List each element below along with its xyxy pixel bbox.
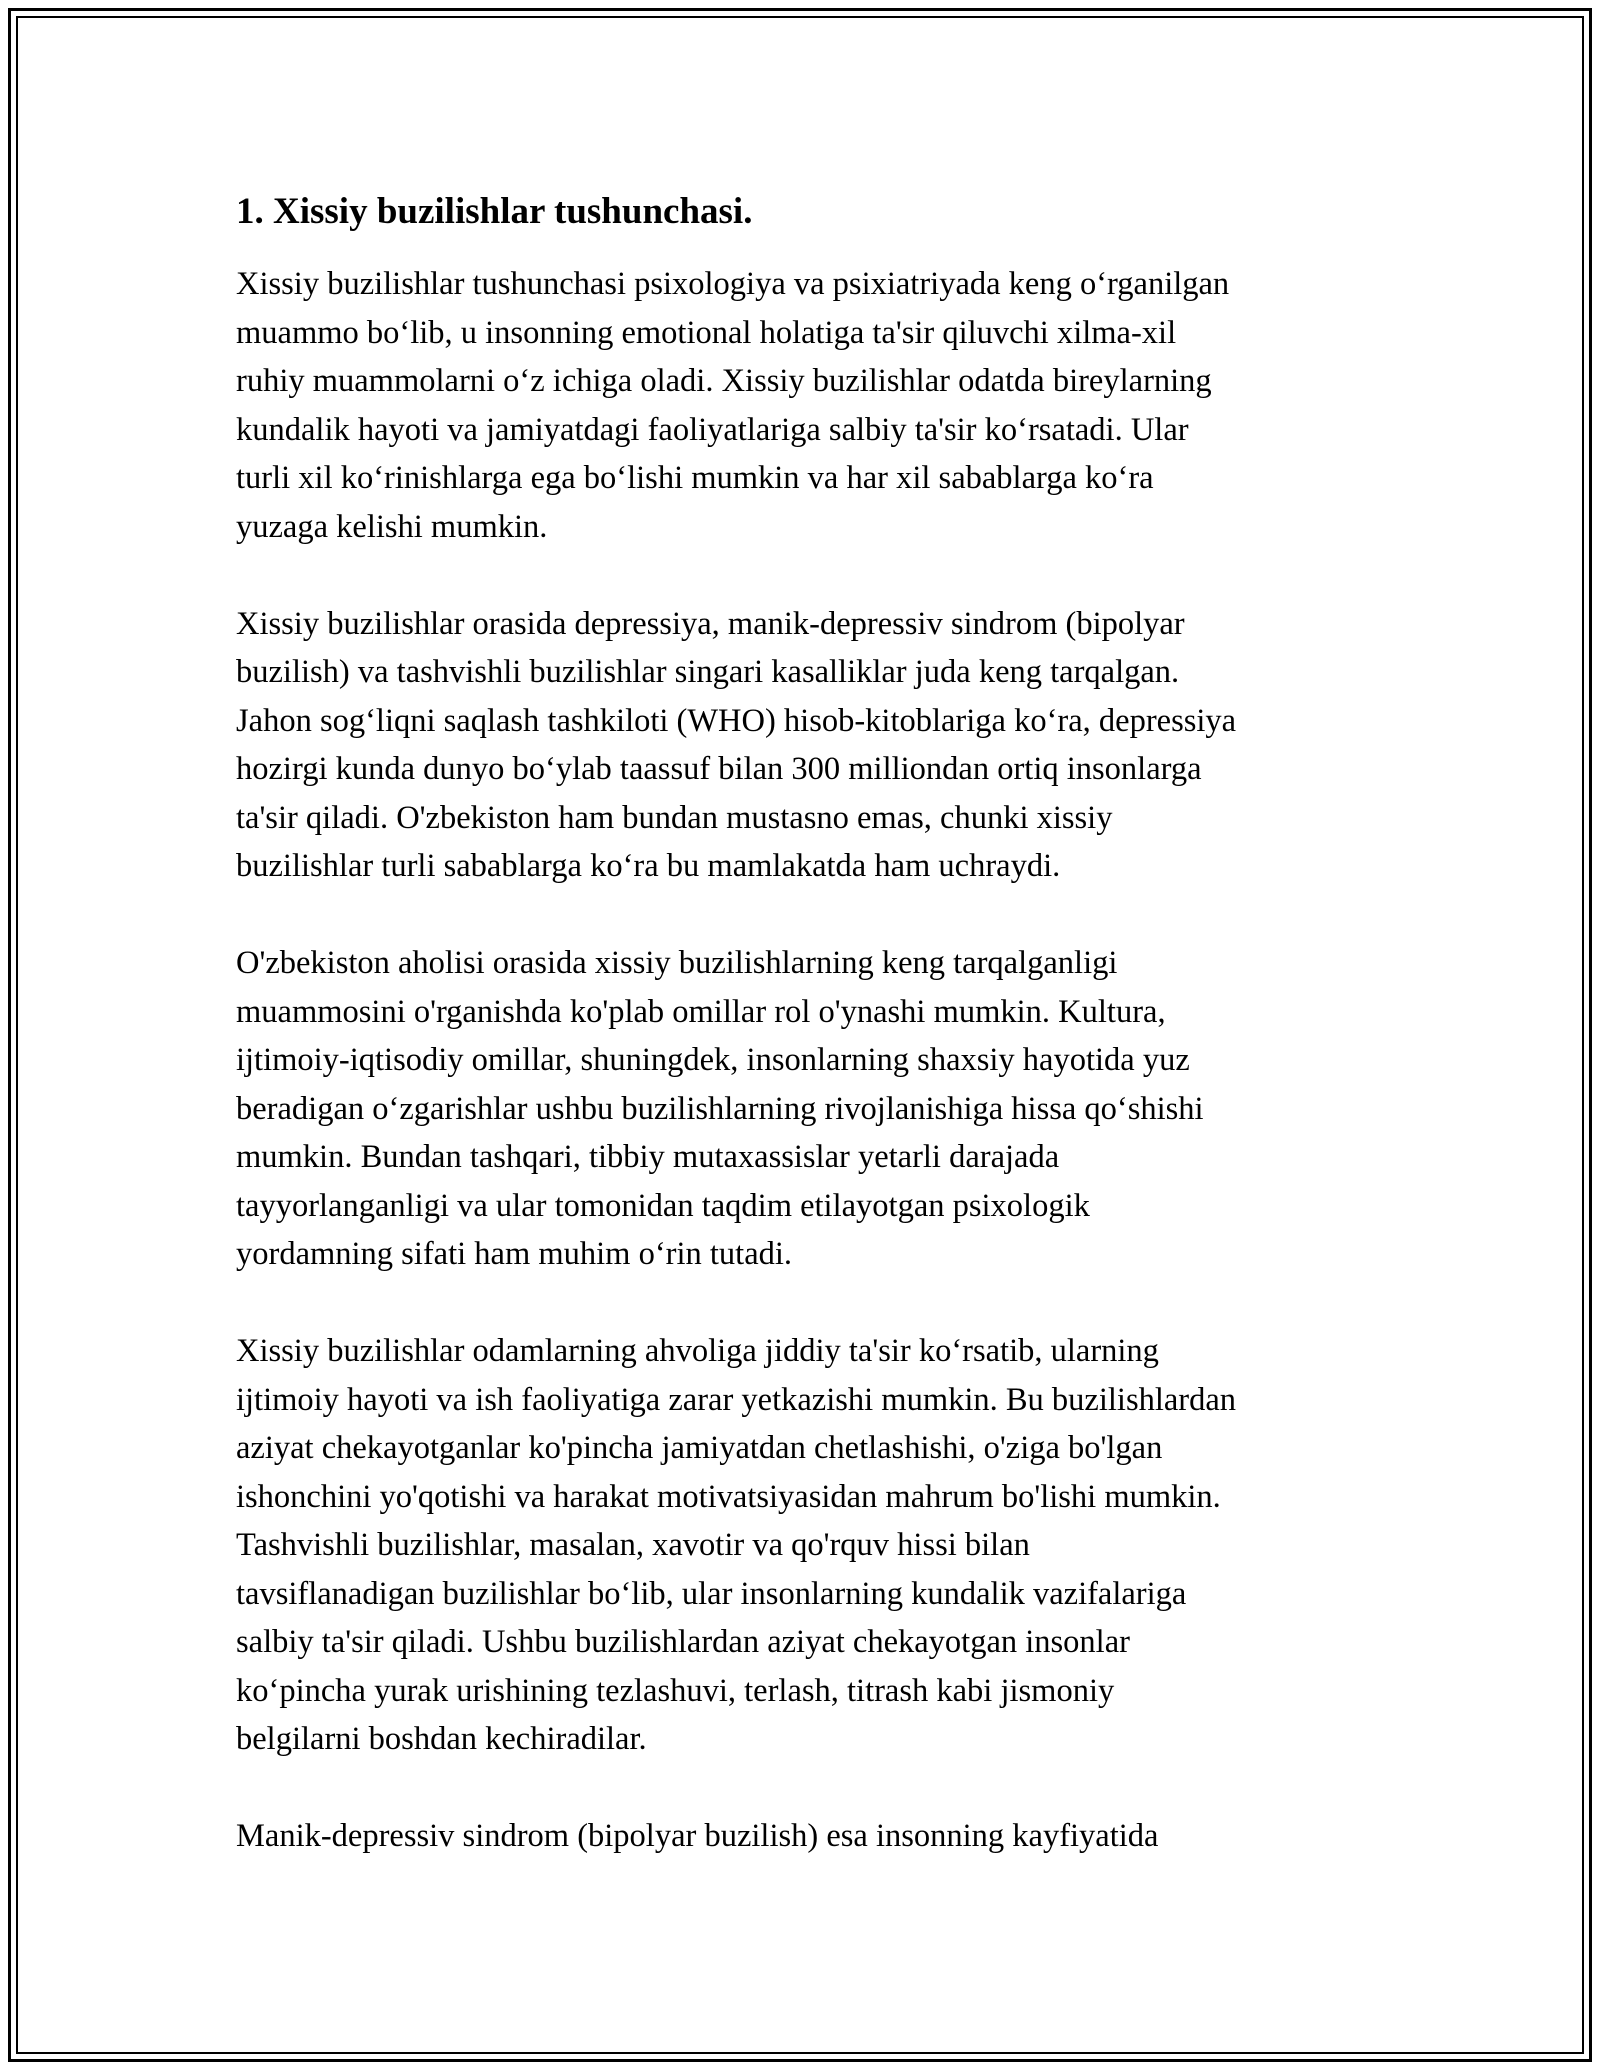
paragraph-4: Xissiy buzilishlar odamlarning ahvoliga jiddiy ta'sir ko‘rsatib, ularning ijtimoiy hayoti va ish faoliyatiga zarar yetkazishi mumkin. Bu buzilishlardan aziyat chekayotganlar ko'pincha jamiyatdan chetlashishi, o'ziga bo'lgan ishonchini yo'qotishi va harakat motivatsiyasidan mahrum bo'lishi mumkin. Tashvishli buzilishlar, masalan, xavotir va qo'rquv hissi bilan tavsiflanadigan buzilishlar bo‘lib, ular insonlarning kundalik vazifalariga salbiy ta'sir qiladi. Ushbu buzilishlardan aziyat chekayotgan insonlar ko‘pincha yurak urishining tezlashuvi, terlash, titrash kabi jismoniy belgilarni boshdan kechiradilar. — [236, 1333, 1237, 1757]
paragraph-1: Xissiy buzilishlar tushunchasi psixologiya va psixiatriyada keng o‘rganilgan muammo bo‘lib, u insonning emotional holatiga ta'sir qiluvchi xilma-xil ruhiy muammolarni o‘z ichiga oladi. Xissiy buzilishlar odatda bireylarning kundalik hayoti va jamiyatdagi faoliyatlariga salbiy ta'sir ko‘rsatadi. Ular turli xil ko‘rinishlarga ega bo‘lishi mumkin va har xil sabablarga ko‘ra yuzaga kelishi mumkin. — [236, 266, 1230, 545]
paragraph-3: O'zbekiston aholisi orasida xissiy buzilishlarning keng tarqalganligi muammosini o'rganishda ko'plab omillar rol o'ynashi mumkin. Kultura, ijtimoiy-iqtisodiy omillar, shuningdek, insonlarning shaxsiy hayotida yuz beradigan o‘zgarishlar ushbu buzilishlarning rivojlanishiga hissa qo‘shishi mumkin. Bundan tashqari, tibbiy mutaxassislar yetarli darajada tayyorlanganligi va ular tomonidan taqdim etilayotgan psixologik yordamning sifati ham muhim o‘rin tutadi. — [236, 945, 1204, 1272]
document-body — [236, 188, 1396, 1909]
paragraph-5: Manik-depressiv sindrom (bipolyar buzilish) esa insonning kayfiyatida — [236, 1818, 1159, 1854]
section-heading: 1. Xissiy buzilishlar tushunchasi. — [236, 191, 753, 232]
paragraph-2: Xissiy buzilishlar orasida depressiya, manik-depressiv sindrom (bipolyar buzilish) va tashvishli buzilishlar singari kasalliklar juda keng tarqalgan. Jahon sog‘liqni saqlash tashkiloti (WHO) hisob-kitoblariga ko‘ra, depressiya hozirgi kunda dunyo bo‘ylab taassuf bilan 300 milliondan ortiq insonlarga ta'sir qiladi. O'zbekiston ham bundan mustasno emas, chunki xissiy buzilishlar turli sabablarga ko‘ra bu mamlakatda ham uchraydi. — [236, 605, 1237, 884]
